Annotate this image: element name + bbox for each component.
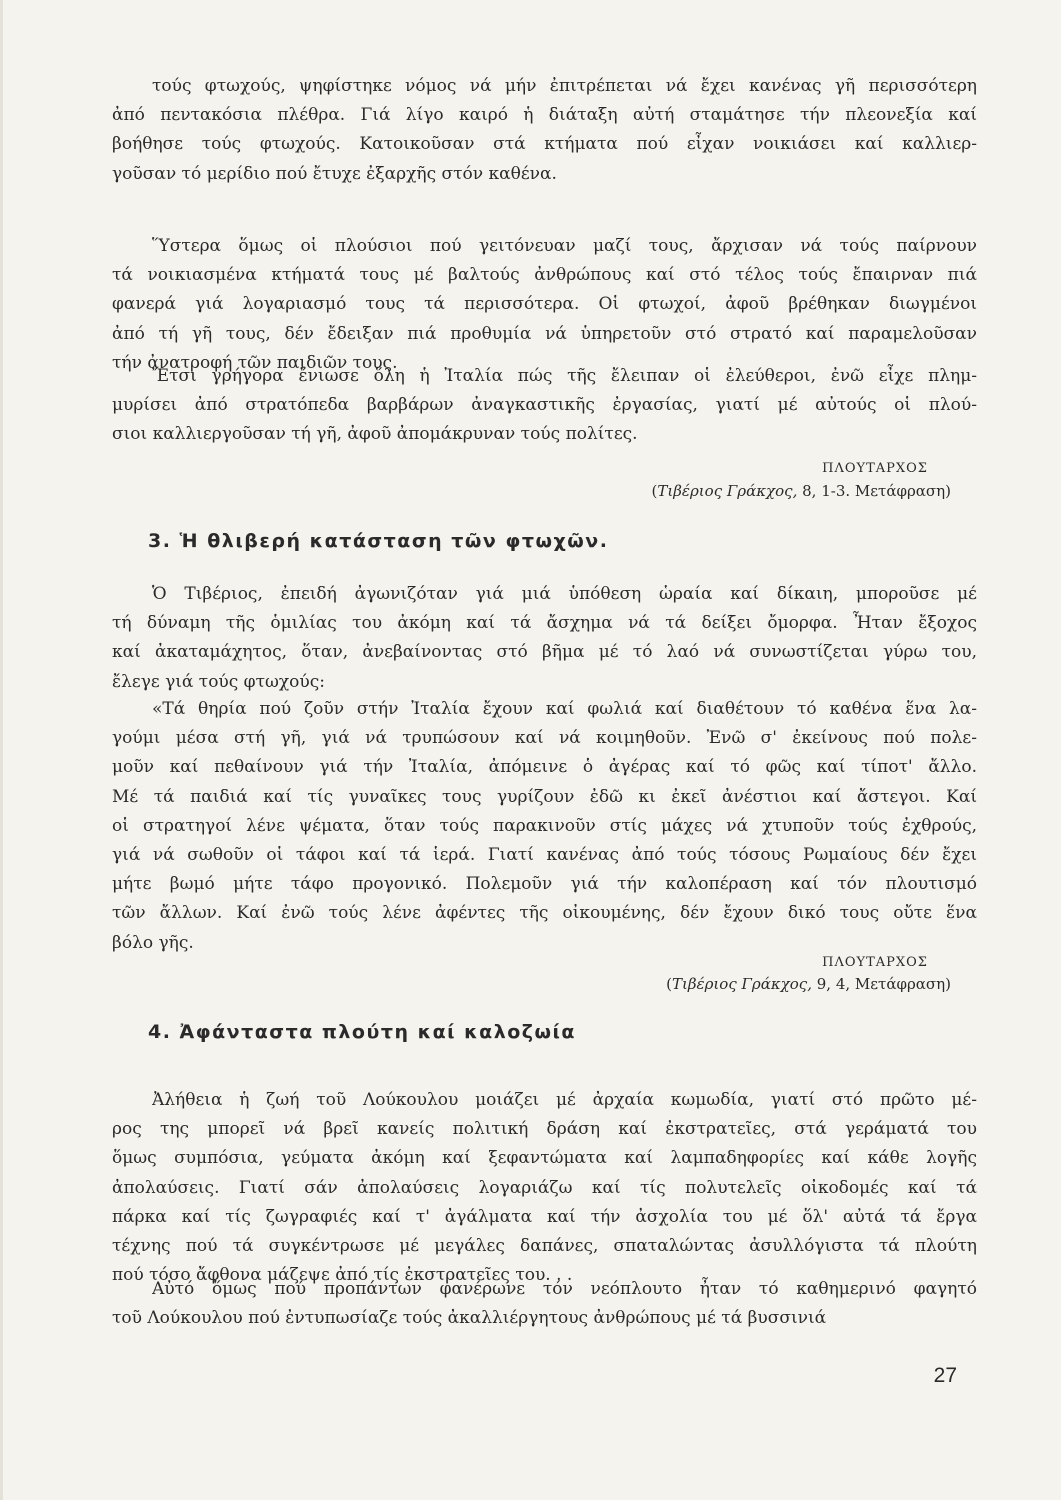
section-heading: 3. Ἡ θλιβερή κατάσταση τῶν φτωχῶν. [148, 530, 609, 552]
attribution-author: ΠΛΟΥΤΑΡΧΟΣ [822, 955, 928, 970]
open-paren: ( [666, 975, 672, 993]
open-paren: ( [651, 482, 658, 500]
text-line: τή δύναμη τῆς ὁμιλίας του ἀκόμη καί τά ἄσχημα νά τά δείξει ὄμορφα. Ἦταν ἔξοχος [112, 613, 977, 634]
attribution-work: Τιβέριος Γράκχος, [671, 975, 812, 993]
text-line: τοῦ Λούκουλου πού ἐντυπωσίαζε τούς ἀκαλλιέργητους ἀνθρώπους μέ τά βυσσινιά [112, 1308, 827, 1329]
attribution-author: ΠΛΟΥΤΑΡΧΟΣ [822, 461, 928, 476]
text-line: βόλο γῆς. [112, 932, 194, 953]
text-line: Ἀλήθεια ἡ ζωή τοῦ Λούκουλου μοιάζει μέ ἀρχαία κωμωδία, γιατί στό πρῶτο μέ- [152, 1090, 977, 1110]
text-line: ὅμως συμπόσια, γεύματα ἀκόμη καί ξεφαντώματα καί λαμπαδηφορίες καί κάθε λογῆς [112, 1148, 977, 1169]
text-line: Μέ τά παιδιά καί τίς γυναῖκες τους γυρίζουν ἐδῶ κι ἐκεῖ ἀνέστιοι καί ἄστεγοι. Καί [112, 786, 977, 807]
text-line: μοῦν καί πεθαίνουν γιά τήν Ἰταλία, ἀπόμεινε ὁ ἀγέρας καί τό φῶς καί τίποτ' ἄλλο. [112, 757, 977, 778]
attribution-work: Τιβέριος Γράκχος, [657, 482, 798, 500]
text-line: σιοι καλλιεργοῦσαν τή γῆ, ἀφοῦ ἀπομάκρυναν τούς πολίτες. [112, 424, 638, 445]
text-line: μήτε βωμό μήτε τάφο προγονικό. Πολεμοῦν γιά τήν καλοπέραση καί τόν πλουτισμό [112, 874, 977, 895]
text-line: Αὐτό ὅμως πού προπάντων φανέρωνε τόν νεόπλουτο ἦταν τό καθημερινό φαγητό [152, 1279, 977, 1299]
text-line: τούς φτωχούς, ψηφίστηκε νόμος νά μήν ἐπιτρέπεται νά ἔχει κανένας γῆ περισσότερη [152, 76, 977, 96]
text-line: φανερά γιά λογαριασμό τους τά περισσότερα. Οἱ φτωχοί, ἀφοῦ βρέθηκαν διωγμένοι [112, 294, 977, 315]
section-heading: 4. Ἀφάνταστα πλούτη καί καλοζωία [148, 1021, 576, 1043]
attribution-ref: 9, 4, Μετάφραση) [811, 975, 951, 993]
text-line: «Τά θηρία πού ζοῦν στήν Ἰταλία ἔχουν καί φωλιά καί διαθέτουν τό καθένα ἕνα λα- [152, 699, 977, 719]
attribution-source [652, 480, 952, 502]
text-line: ρος της μπορεῖ νά βρεῖ κανείς πολιτική δράση καί ἐκστρατεῖες, στά γεράματά του [112, 1119, 977, 1140]
text-line: μυρίσει ἀπό στρατόπεδα βαρβάρων ἀναγκαστικῆς ἐργασίας, γιατί μέ αὐτούς οἱ πλού- [112, 395, 977, 416]
text-line: τέχνης πού τά συγκέντρωσε μέ μεγάλες δαπάνες, σπαταλώντας ἀσυλλόγιστα τά πλούτη [112, 1236, 977, 1256]
text-line: γούμι μέσα στή γῆ, γιά νά τρυπώσουν καί νά κοιμηθοῦν. Ἐνῶ σ' ἐκείνους πού πολε- [112, 728, 977, 749]
attribution-source [666, 973, 951, 995]
attribution-ref: 8, 1-3. Μετάφραση) [797, 482, 951, 500]
text-line: Ὁ Τιβέριος, ἐπειδή ἀγωνιζόταν γιά μιά ὑπόθεση ὡραία καί δίκαιη, μποροῦσε μέ [152, 584, 977, 604]
text-line: οἱ στρατηγοί λένε ψέματα, ὅταν τούς παρακινοῦν στίς μάχες νά χτυποῦν τούς ἐχθρούς, [112, 815, 977, 836]
text-line: ἀπολαύσεις. Γιατί σάν ἀπολαύσεις λογαριάζω καί τίς πολυτελεῖς οἰκοδομές καί τά [112, 1177, 977, 1198]
text-line: γοῦσαν τό μερίδιο πού ἔτυχε ἐξαρχῆς στόν καθένα. [112, 163, 557, 184]
text-line: βοήθησε τούς φτωχούς. Κατοικοῦσαν στά κτήματα πού εἶχαν νοικιάσει καί καλλιερ- [112, 134, 977, 155]
text-line: τῶν ἄλλων. Καί ἐνῶ τούς λένε ἀφέντες τῆς οἰκουμένης, δέν ἔχουν δικό τους οὔτε ἕνα [112, 903, 977, 924]
text-line: πάρκα καί τίς ζωγραφιές καί τ' ἀγάλματα καί τήν ἀσχολία του μέ ὅλ' αὐτά τά ἔργα [112, 1206, 977, 1227]
text-line: τήν ἀνατροφή τῶν παιδιῶν τους. [112, 352, 398, 373]
text-line: πού τόσο ἄφθονα μάζεψε ἀπό τίς ἐκστρατεῖες του. . . [112, 1265, 573, 1286]
text-line: Ὕστερα ὅμως οἱ πλούσιοι πού γειτόνευαν μαζί τους, ἄρχισαν νά τούς παίρνουν [152, 236, 977, 256]
text-line: καί ἀκαταμάχητος, ὅταν, ἀνεβαίνοντας στό βῆμα μέ τό λαό νά συνωστίζεται γύρω του, [112, 642, 977, 663]
text-line: γιά νά σωθοῦν οἱ τάφοι καί τά ἱερά. Γιατί κανένας ἀπό τούς τόσους Ρωμαίους δέν ἔχει [112, 845, 977, 865]
text-line: ἔλεγε γιά τούς φτωχούς: [112, 671, 325, 692]
text-line: ἀπό τή γῆ τους, δέν ἔδειξαν πιά προθυμία νά ὑπηρετοῦν στό στρατό καί παραμελοῦσαν [112, 323, 977, 344]
text-line: ἀπό πεντακόσια πλέθρα. Γιά λίγο καιρό ἡ διάταξη αὐτή σταμάτησε τήν πλεονεξία καί [112, 105, 977, 126]
text-line: Ἔτσι γρήγορα ἔνιωσε ὅλη ἡ Ἰταλία πώς τῆς ἔλειπαν οἱ ἐλεύθεροι, ἐνῶ εἶχε πλημ- [152, 366, 977, 386]
page-number: 27 [933, 1364, 957, 1387]
page-edge-shadow [0, 0, 3, 1500]
text-line: τά νοικιασμένα κτήματά τους μέ βαλτούς ἀνθρώπους καί στό τέλος τούς ἔπαιρναν πιά [112, 265, 977, 286]
